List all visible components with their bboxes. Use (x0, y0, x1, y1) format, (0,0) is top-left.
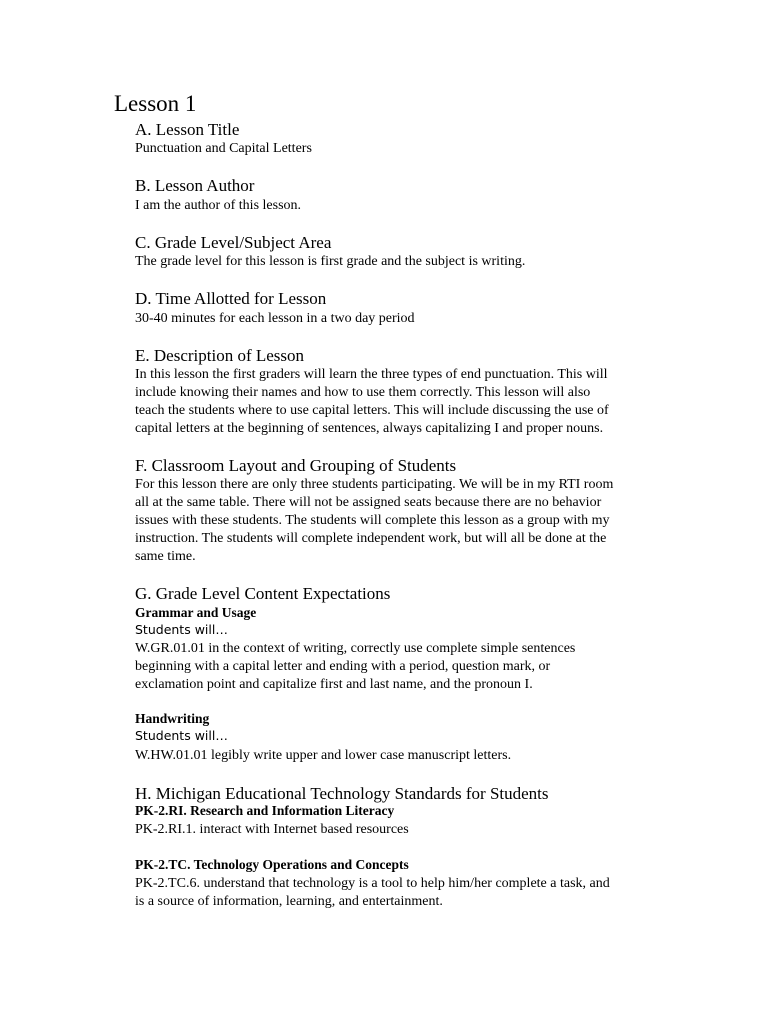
grammar-line: exclamation point and capitalize first and last name, and the pronoun I. (135, 677, 533, 692)
section-f-line: For this lesson there are only three students participating. We will be in my RTI room (135, 477, 614, 492)
section-f-line: instruction. The students will complete independent work, but will all be done at the (135, 531, 607, 546)
section-c-heading: C. Grade Level/Subject Area (135, 233, 332, 252)
handwriting-students-will: Students will… (135, 728, 228, 743)
research-literacy-subheading: PK-2.RI. Research and Information Literacy (135, 803, 395, 818)
section-b-heading: B. Lesson Author (135, 176, 255, 195)
technology-line: PK-2.TC.6. understand that technology is a tool to help him/her complete a task, and (135, 876, 610, 891)
section-f-line: same time. (135, 549, 196, 564)
section-e-heading: E. Description of Lesson (135, 346, 305, 365)
section-e-line: teach the students where to use capital letters. This will include discussing the use of (135, 403, 609, 418)
section-f-line: all at the same table. There will not be assigned seats because there are no behavior (135, 495, 602, 510)
section-b-body: I am the author of this lesson. (135, 198, 302, 213)
handwriting-subheading: Handwriting (135, 711, 210, 726)
section-e-line: In this lesson the first graders will learn the three types of end punctuation. This will (135, 367, 608, 382)
section-e-line: capital letters at the beginning of sentences, always capitalizing I and proper nouns. (135, 421, 604, 436)
section-e-body (135, 366, 655, 438)
lesson-heading: Lesson 1 (114, 91, 197, 116)
section-e-line: include knowing their names and how to use them correctly. This lesson will also (135, 385, 591, 400)
research-literacy-text: PK-2.RI.1. interact with Internet based resources (135, 822, 409, 837)
grammar-line: W.GR.01.01 in the context of writing, correctly use complete simple sentences (135, 641, 576, 656)
grammar-students-will: Students will… (135, 622, 228, 637)
section-d-heading: D. Time Allotted for Lesson (135, 289, 327, 308)
technology-operations-subheading: PK-2.TC. Technology Operations and Concepts (135, 857, 409, 872)
section-f-heading: F. Classroom Layout and Grouping of Students (135, 456, 457, 475)
technology-operations-text (135, 875, 655, 911)
handwriting-standard-text: W.HW.01.01 legibly write upper and lower case manuscript letters. (135, 748, 512, 763)
grammar-standard-text (135, 640, 655, 694)
section-a-heading: A. Lesson Title (135, 120, 240, 139)
technology-line: is a source of information, learning, and entertainment. (135, 894, 443, 909)
section-f-body (135, 476, 655, 566)
section-c-body: The grade level for this lesson is first grade and the subject is writing. (135, 254, 526, 269)
grammar-line: beginning with a capital letter and ending with a period, question mark, or (135, 659, 551, 674)
section-a-body: Punctuation and Capital Letters (135, 141, 312, 156)
section-h-heading: H. Michigan Educational Technology Standards for Students (135, 784, 549, 803)
section-d-body: 30-40 minutes for each lesson in a two day period (135, 311, 415, 326)
section-g-heading: G. Grade Level Content Expectations (135, 584, 391, 603)
grammar-usage-subheading: Grammar and Usage (135, 605, 257, 620)
section-f-line: issues with these students. The students will complete this lesson as a group with my (135, 513, 610, 528)
